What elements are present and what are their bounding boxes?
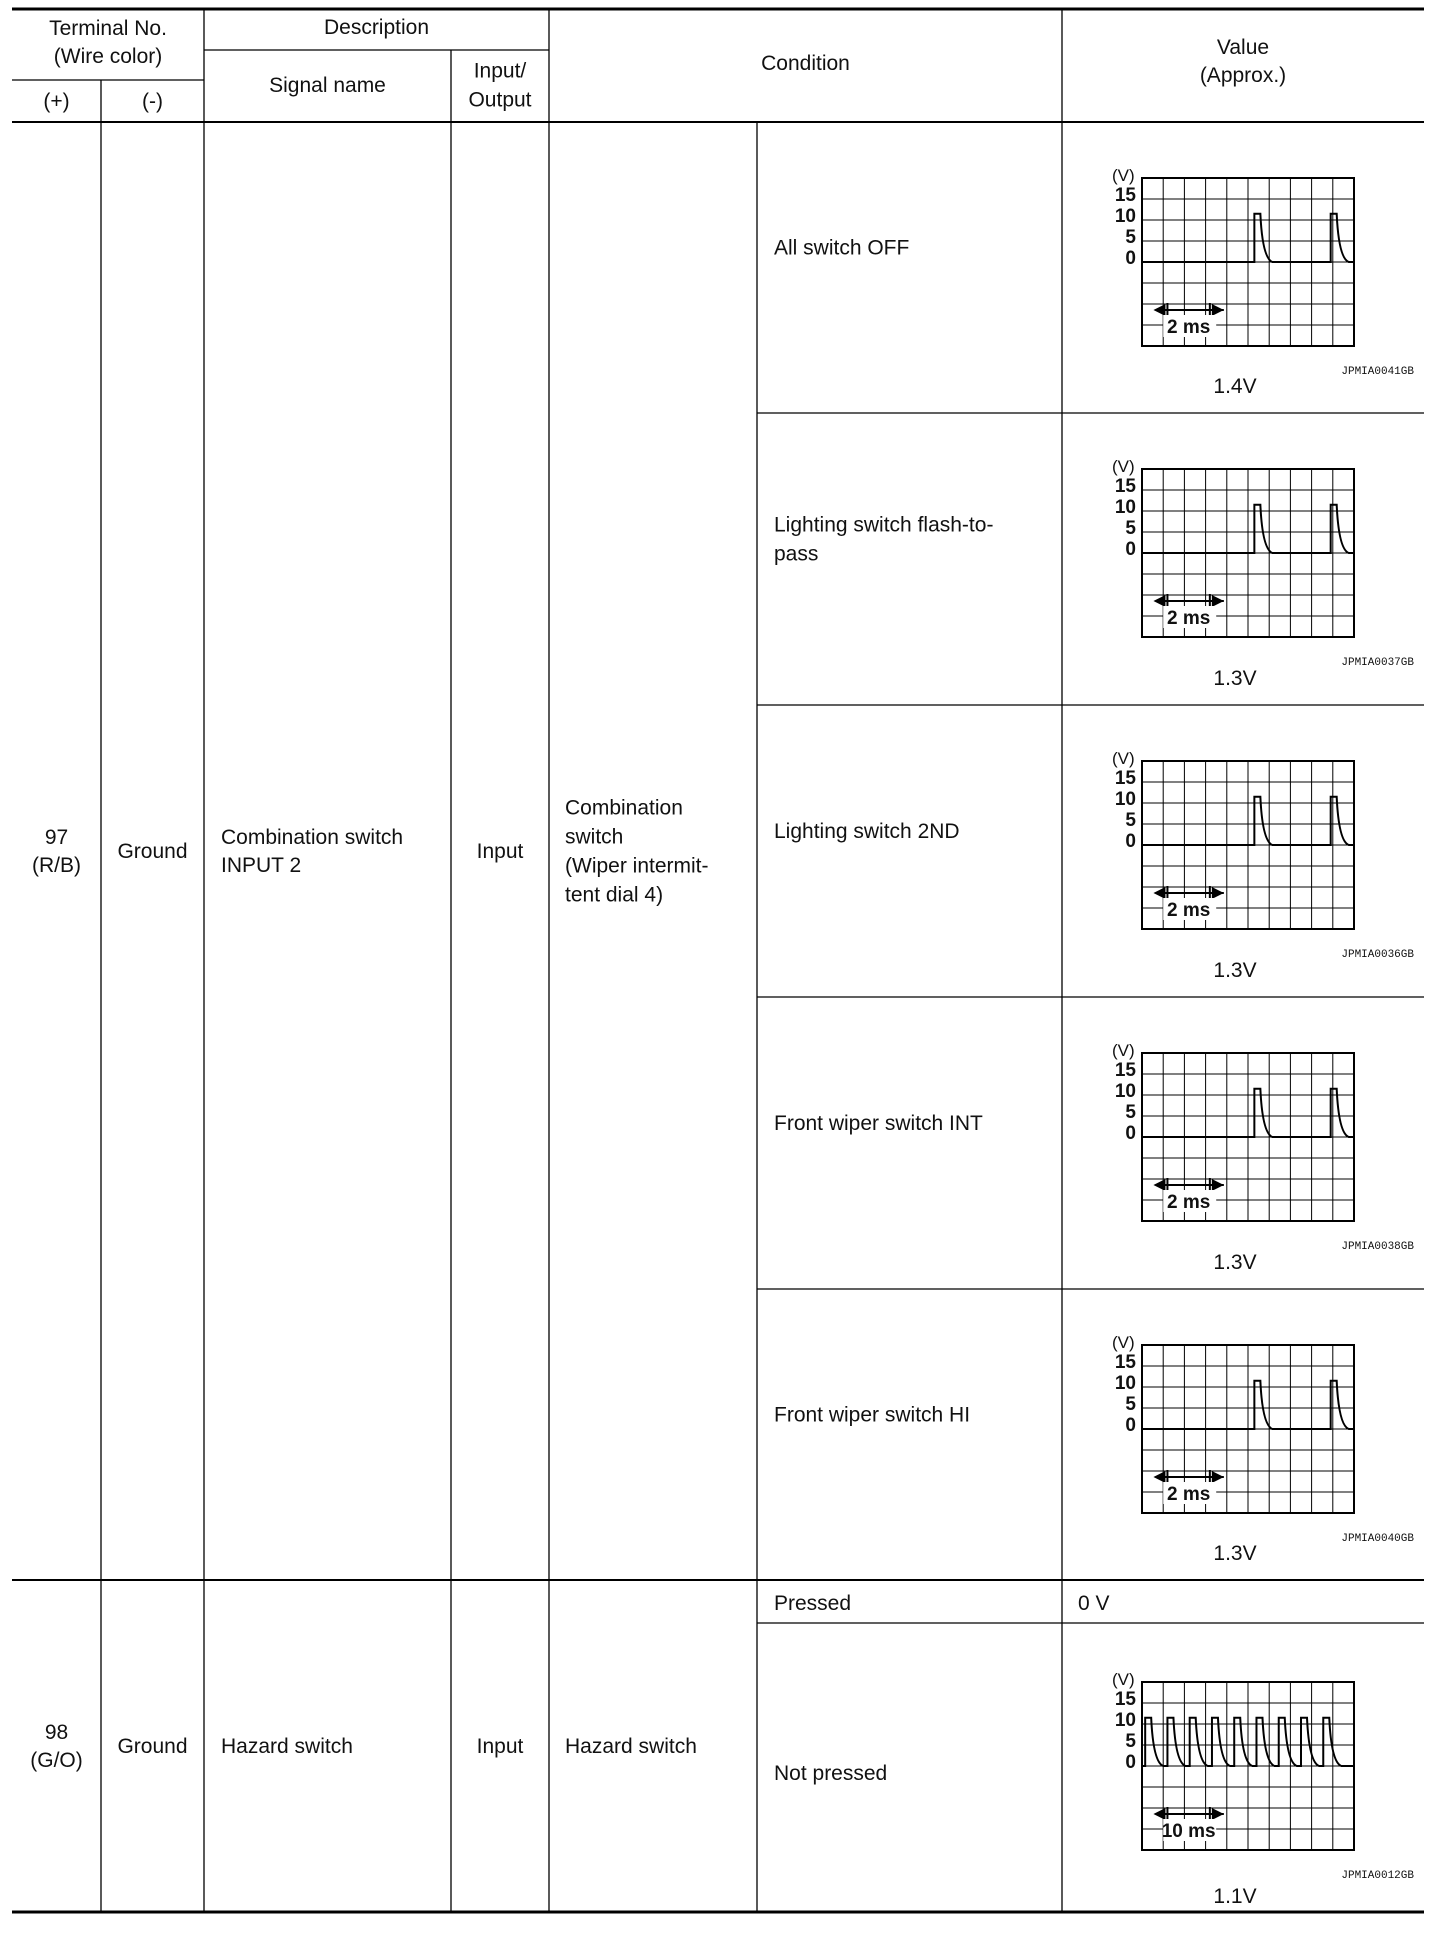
arrow-right-icon: [1153, 304, 1165, 316]
subcondition-label: Lighting switch flash-to-: [774, 513, 994, 537]
terminal-number: 97: [44, 826, 69, 849]
waveform-y-tick: 5: [1125, 810, 1136, 831]
waveform-y-tick: 10: [1114, 1081, 1136, 1102]
io-label: Input: [476, 1735, 524, 1758]
arrow-left-icon: [1212, 1808, 1224, 1820]
value-reading: 1.3V: [1213, 959, 1257, 982]
condition-label: tent dial 4): [565, 883, 664, 907]
waveform-oscilloscope: [1112, 1670, 1414, 1882]
header-description: Description: [323, 16, 430, 39]
waveform-unit-label: (V): [1112, 1333, 1135, 1352]
waveform-y-tick: 5: [1125, 1731, 1136, 1752]
subcondition-label: Pressed: [774, 1592, 852, 1615]
terminal-number: 98: [44, 1721, 69, 1744]
waveform-y-tick: 10: [1114, 497, 1136, 518]
waveform-oscilloscope: [1112, 1041, 1414, 1253]
figure-id: JPMIA0040GB: [1341, 1533, 1414, 1545]
signal-name: Combination switch: [221, 826, 404, 849]
waveform-y-tick: 10: [1114, 1373, 1136, 1394]
value-reading: 0 V: [1078, 1592, 1110, 1615]
value-reading: 1.3V: [1213, 1251, 1257, 1274]
header-value: Value: [1216, 36, 1270, 59]
ground-label: Ground: [117, 840, 188, 863]
waveform-y-tick: 0: [1125, 1415, 1136, 1436]
header-minus: (-): [142, 90, 163, 113]
signal-name: Hazard switch: [221, 1735, 353, 1758]
ground-label: Ground: [117, 1735, 188, 1758]
subcondition-label: Not pressed: [774, 1762, 888, 1785]
waveform-y-tick: 15: [1114, 768, 1136, 789]
header-plus: (+): [43, 90, 70, 113]
waveform-time-label: 2 ms: [1166, 900, 1211, 921]
header-value: (Approx.): [1199, 64, 1287, 87]
waveform-unit-label: (V): [1112, 457, 1135, 476]
waveform-oscilloscope: [1112, 749, 1414, 961]
waveform-y-tick: 5: [1125, 518, 1136, 539]
figure-id: JPMIA0038GB: [1341, 1241, 1414, 1253]
arrow-right-icon: [1153, 887, 1165, 899]
waveform-y-tick: 15: [1114, 1352, 1136, 1373]
header-input-output: Input/: [473, 59, 527, 83]
waveform-unit-label: (V): [1112, 1041, 1135, 1060]
waveform-y-tick: 0: [1125, 248, 1136, 269]
header-terminal-no: Terminal No.: [49, 17, 167, 40]
value-reading: 1.1V: [1213, 1885, 1257, 1908]
waveform-time-label: 2 ms: [1166, 608, 1211, 629]
waveform-y-tick: 10: [1114, 1710, 1136, 1731]
waveform-y-tick: 5: [1125, 1102, 1136, 1123]
waveform-y-tick: 0: [1125, 831, 1136, 852]
waveform-time-label: 10 ms: [1161, 1821, 1216, 1842]
signal-name: INPUT 2: [221, 854, 302, 877]
terminal-number: (G/O): [30, 1749, 83, 1772]
header-signal-name: Signal name: [269, 74, 386, 97]
arrow-right-icon: [1153, 595, 1165, 607]
waveform-oscilloscope: [1112, 1333, 1414, 1545]
value-reading: 1.3V: [1213, 667, 1257, 690]
header-condition: Condition: [761, 52, 850, 75]
arrow-left-icon: [1212, 595, 1224, 607]
waveform-y-tick: 10: [1114, 789, 1136, 810]
arrow-left-icon: [1212, 887, 1224, 899]
arrow-right-icon: [1153, 1179, 1165, 1191]
condition-label: (Wiper intermit-: [565, 854, 709, 878]
subcondition-label: pass: [774, 542, 819, 566]
waveform-unit-label: (V): [1112, 749, 1135, 768]
waveform-y-tick: 10: [1114, 206, 1136, 227]
waveform-oscilloscope: [1112, 166, 1414, 378]
subcondition-label: Front wiper switch HI: [774, 1403, 971, 1427]
waveform-time-label: 2 ms: [1166, 317, 1211, 338]
arrow-right-icon: [1153, 1808, 1165, 1820]
figure-id: JPMIA0012GB: [1341, 1870, 1414, 1882]
value-reading: 1.4V: [1213, 375, 1257, 398]
terminal-number: (R/B): [32, 854, 81, 877]
waveform-y-tick: 15: [1114, 476, 1136, 497]
waveform-y-tick: 15: [1114, 185, 1136, 206]
subcondition-label: Front wiper switch INT: [774, 1112, 983, 1135]
waveform-y-tick: 0: [1125, 1752, 1136, 1773]
waveform-unit-label: (V): [1112, 166, 1135, 185]
arrow-right-icon: [1153, 1471, 1165, 1483]
figure-id: JPMIA0036GB: [1341, 949, 1414, 961]
waveform-y-tick: 15: [1114, 1689, 1136, 1710]
arrow-left-icon: [1212, 1471, 1224, 1483]
value-reading: 1.3V: [1213, 1542, 1257, 1565]
header-input-output: Output: [468, 88, 532, 112]
waveform-time-label: 2 ms: [1166, 1484, 1211, 1505]
waveform-y-tick: 5: [1125, 1394, 1136, 1415]
subcondition-label: Lighting switch 2ND: [774, 820, 960, 843]
waveform-y-tick: 5: [1125, 227, 1136, 248]
waveform-y-tick: 0: [1125, 539, 1136, 560]
arrow-left-icon: [1212, 1179, 1224, 1191]
condition-label: Combination: [565, 796, 683, 820]
waveform-oscilloscope: [1112, 457, 1414, 669]
waveform-y-tick: 0: [1125, 1123, 1136, 1144]
arrow-left-icon: [1212, 304, 1224, 316]
figure-id: JPMIA0037GB: [1341, 657, 1414, 669]
waveform-time-label: 2 ms: [1166, 1192, 1211, 1213]
waveform-y-tick: 15: [1114, 1060, 1136, 1081]
header-terminal-no: (Wire color): [53, 45, 163, 68]
figure-id: JPMIA0041GB: [1341, 366, 1414, 378]
subcondition-label: All switch OFF: [774, 236, 910, 260]
io-label: Input: [476, 840, 524, 863]
condition-label: switch: [565, 825, 624, 849]
condition-label: Hazard switch: [565, 1735, 697, 1758]
waveform-unit-label: (V): [1112, 1670, 1135, 1689]
